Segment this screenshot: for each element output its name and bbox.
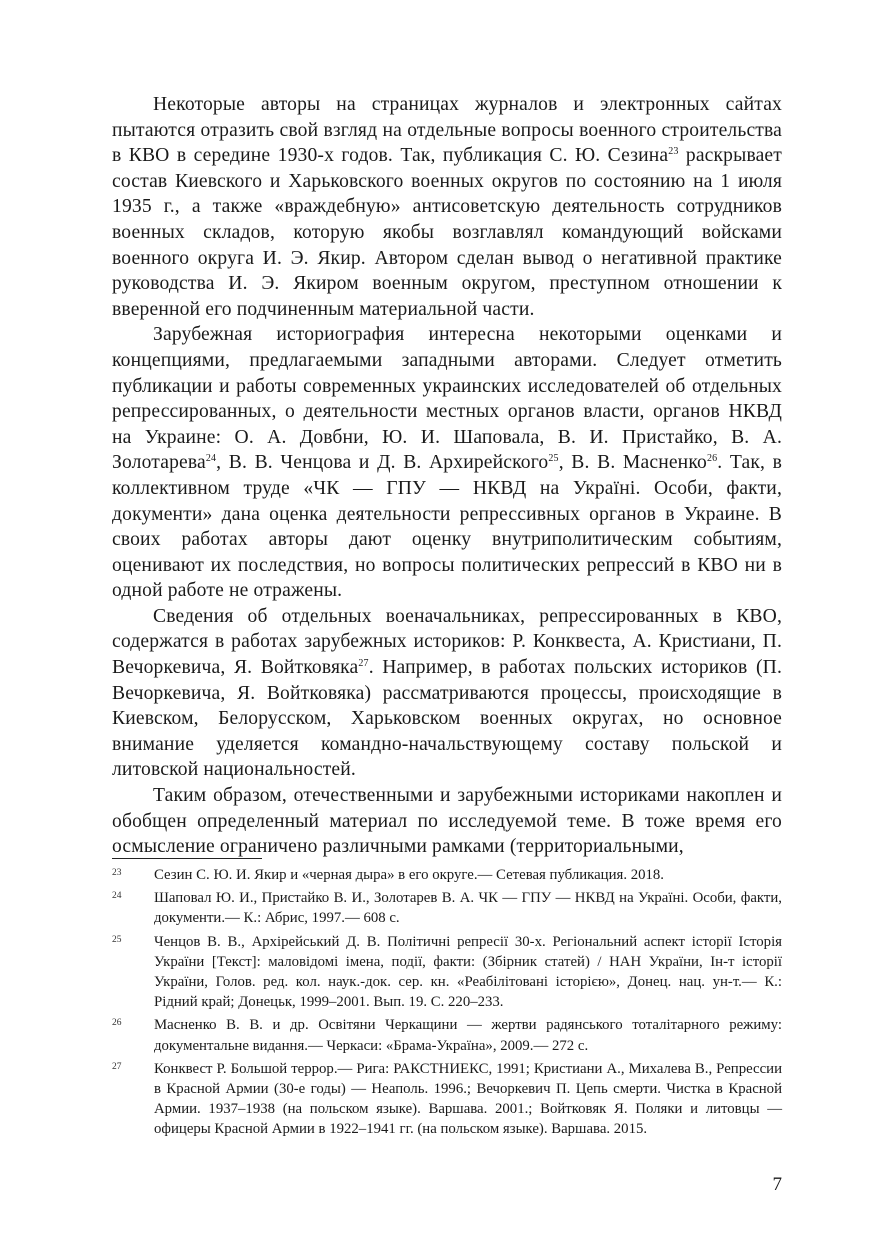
paragraph-3: Сведения об отдельных военачальниках, репрессированных в КВО, содержатся в работах зарубежных историков: Р. Конквеста, А. Кристиани, П. Вечоркевича, Я. Войтковяка$^{27}$. Например, в работах польских историков (П. Вечоркевича, Я. Войтковяка) рассматриваются процессы, происходящие в Киевском, Белорусском, Харьковском военных округах, но основное внимание уделяется командно-начальствующему составу польской и литовской национальностей.: [112, 605, 782, 781]
footnote-number: 27: [112, 1061, 122, 1072]
paragraph-2: Зарубежная историография интересна некоторыми оценками и концепциями, предлагаемыми западными авторами. Следует отметить публикации и работы современных украинских исследователей об отдельных репрессированных, о деятельности местных органов власти, органов НКВД на Украине: О. А. Довбни, Ю. И. Шаповала, В. И. Пристайко, В. А. Золотарева$^{24}$, В. В. Ченцова и Д. В. Архирейского$^{25}$, В. В. Масненко$^{26}$. Так, в коллективном труде «ЧК — ГПУ — НКВД на Україні. Особи, факти, документи» дана оценка деятельности репрессивных органов в Украине. В своих работах авторы дают оценку внутриполитическим событиям, оценивают их последствия, но вопросы политических репрессий в КВО ни в одной работе не отражены.: [112, 324, 783, 602]
footnote-separator: [112, 858, 262, 859]
main-text: [112, 92, 782, 860]
footnote-text: Масненко В. В. и др. Освітяни Черкащини — жертви радянського тоталітарного режиму: документальне видання.— Черкаси: «Брама-Україна», 2009.— 272 с.: [154, 1017, 782, 1054]
page-number: 7: [772, 1174, 782, 1195]
footnote-ref-23[interactable]: 23: [668, 146, 679, 158]
footnote-ref-25[interactable]: 25: [548, 453, 559, 465]
footnote-27: [112, 1059, 782, 1140]
footnote-number: 26: [112, 1018, 122, 1029]
footnote-number: 23: [112, 868, 122, 878]
footnote-ref-26[interactable]: 26: [706, 453, 718, 465]
paragraph-4: Таким образом, отечественными и зарубежными историками накоплен и обобщен определенный материал по исследуемой теме. В тоже время его осмысление ограничено различными рамками (территориальными,: [112, 785, 782, 858]
footnote-ref-27[interactable]: 27: [358, 658, 369, 670]
footnote-24: [112, 888, 782, 928]
paragraph-1: Некоторые авторы на страницах журналов и электронных сайтах пытаются отразить свой взгляд на отдельные вопросы военного строительства в КВО в середине 1930-х годов. Так, публикация С. Ю. Сезина$^{23}$ раскрывает состав Киевского и Харьковского военных округов по состоянию на 1 июля 1935 г., а также «враждебную» антисоветскую деятельность сотрудников военных складов, которую якобы возглавлял командующий войсками военного округа И. Э. Якир. Автором сделан вывод о негативной практике руководства И. Э. Якиром военным округом, преступном отношении к вверенной его подчиненным материальной части.: [112, 94, 782, 320]
footnote-number: 24: [112, 891, 122, 902]
footnote-26: [112, 1015, 782, 1055]
footnote-text: Шаповал Ю. И., Пристайко В. И., Золотарев В. А. ЧК — ГПУ — НКВД на Україні. Особи, факти, документи.— К.: Абрис, 1997.— 608 с.: [154, 890, 782, 927]
footnote-25: [112, 932, 782, 1013]
footnote-text: Ченцов В. В., Архірейський Д. В. Політичні репресії 30-х. Регіональний аспект історії Історія України [Текст]: маловідомі імена, події, факти: (Збірник статей) / НАН України, Ін-т історії України, Голов. ред. кол. наук.-док. сер. кн. «Реабілітовані історією», Донец. нац. ун-т.— К.: Рідний край; Донецьк, 1999–2001. Вып. 19. С. 220–233.: [154, 933, 782, 1011]
footnote-23: [112, 865, 782, 885]
footnotes: [112, 865, 782, 1143]
footnote-number: 25: [112, 934, 122, 945]
footnote-ref-24[interactable]: 24: [205, 453, 217, 465]
footnote-text: Сезин С. Ю. И. Якир и «черная дыра» в его округе.— Сетевая публикация. 2018.: [154, 867, 665, 883]
footnote-text: Конквест Р. Большой террор.— Рига: РАКСТНИЕКС, 1991; Кристиани А., Михалева В., Репрессии в Красной Армии (30-е годы) — Неаполь. 1996.; Вечоркевич П. Цепь смерти. Чистка в Красной Армии. 1937–1938 (на польском языке). Варшава. 2001.; Войтковяк Я. Поляки и литовцы — офицеры Красной Армии в 1922–1941 гг. (на польском языке). Варшава. 2015.: [154, 1060, 782, 1138]
